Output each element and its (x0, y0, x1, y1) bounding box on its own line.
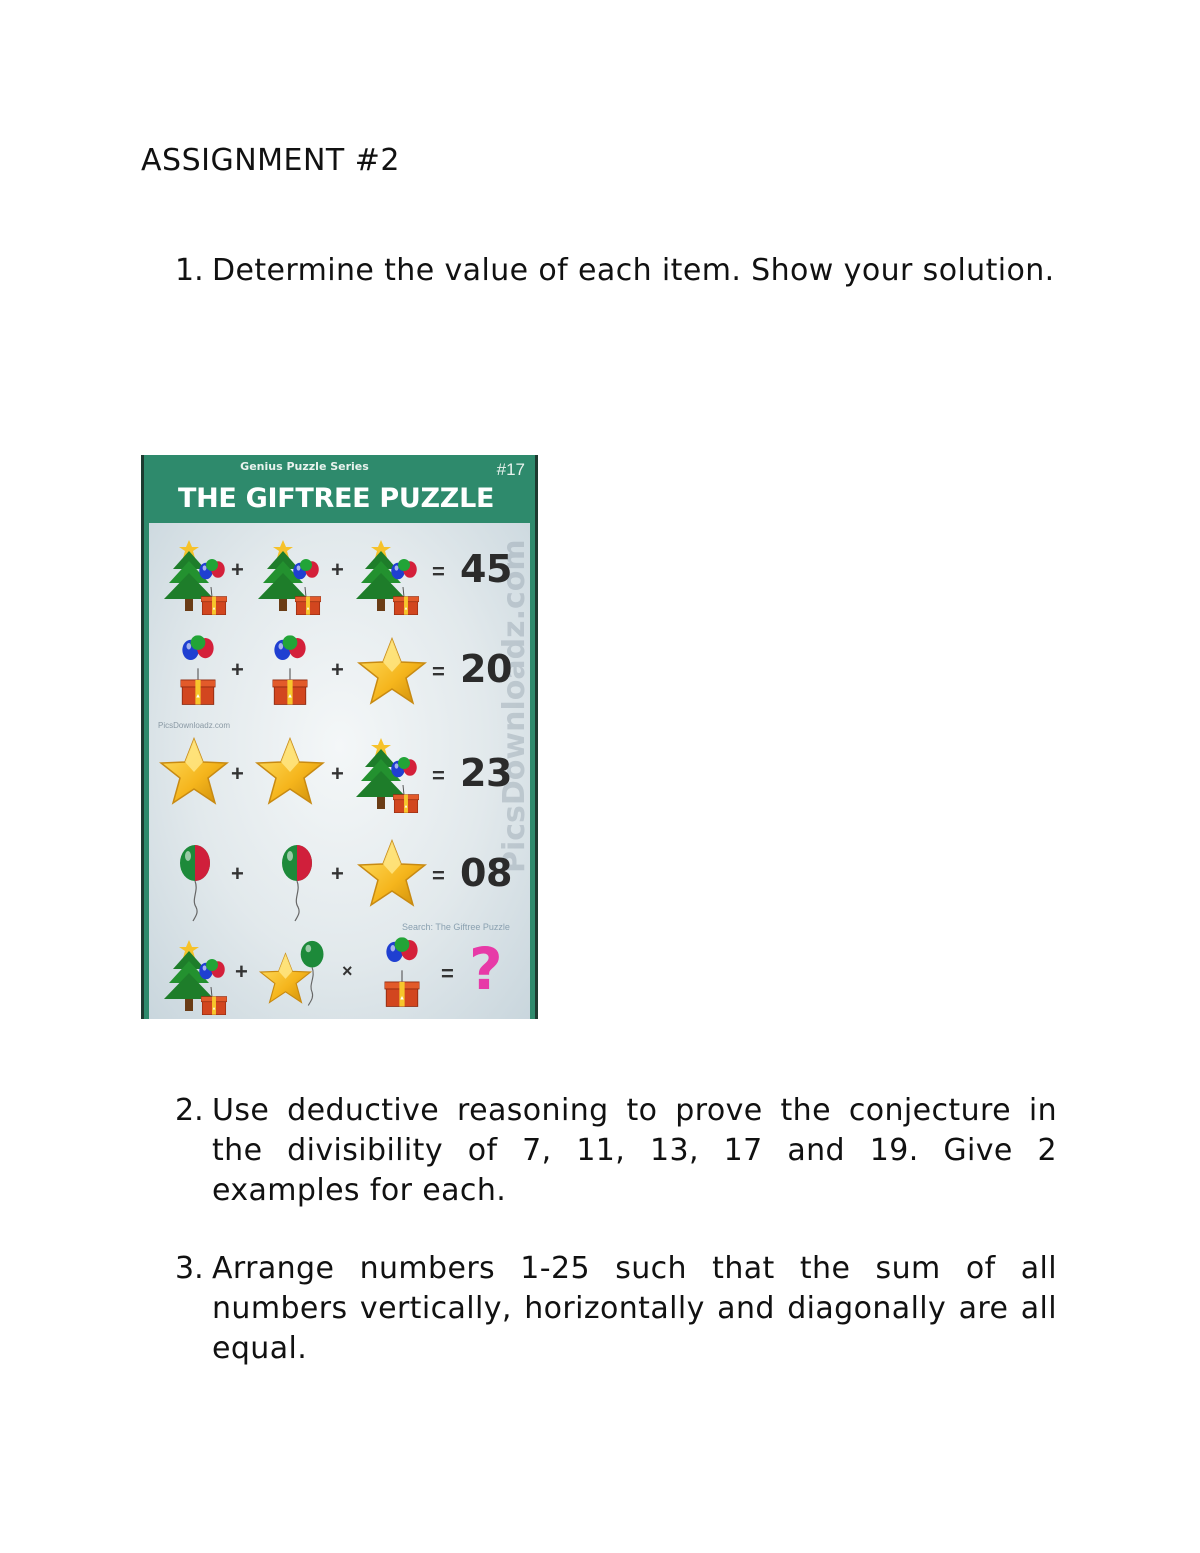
plus-sign: + (231, 657, 244, 682)
equals-sign: = (432, 863, 445, 888)
puzzle-title: THE GIFTREE PUZZLE (178, 483, 495, 514)
question-text: Use deductive reasoning to prove the conjecture in the divisibility of 7, 11, 13, 17 and 19. Give 2 examples for each. (212, 1093, 1057, 1208)
row-result: 45 (460, 547, 512, 591)
row-result: 20 (460, 647, 512, 691)
plus-sign: + (235, 959, 248, 984)
star-icon (357, 637, 427, 707)
star-icon (255, 737, 325, 807)
gift-tree-icon (351, 735, 431, 815)
question-text: Arrange numbers 1-25 such that the sum of all numbers vertically, horizontally and diagonally are all equal. (212, 1251, 1057, 1366)
giftree-puzzle-image (141, 455, 538, 1019)
search-note: Search: The Giftree Puzzle (402, 922, 510, 932)
balloon-icon (277, 843, 317, 923)
equals-sign: = (432, 559, 445, 584)
watermark-large: PicsDownloadz.com (497, 539, 532, 873)
question-2 (175, 1091, 1057, 1211)
plus-sign: + (231, 861, 244, 886)
plus-sign: + (231, 761, 244, 786)
watermark-small: PicsDownloadz.com (158, 721, 231, 730)
multiply-sign: × (342, 961, 353, 981)
plus-sign: + (231, 557, 244, 582)
equals-sign: = (432, 659, 445, 684)
gift-tree-icon (351, 537, 431, 617)
equals-sign: = (441, 961, 454, 986)
question-number: 2. (175, 1093, 204, 1128)
star-balloon-icon (257, 939, 333, 1015)
plus-sign: + (331, 761, 344, 786)
star-icon (159, 737, 229, 807)
question-mark: ? (469, 935, 503, 1003)
question-text: Determine the value of each item. Show your solution. (212, 253, 1055, 288)
assignment-heading: ASSIGNMENT #2 (141, 143, 401, 178)
puzzle-body (149, 523, 530, 1019)
gift-tree-icon (253, 537, 333, 617)
gift-tree-icon (159, 537, 239, 617)
balloon-icon (175, 843, 215, 923)
question-1 (175, 251, 1057, 291)
equation-row-5 (149, 933, 530, 1013)
star-icon (357, 839, 427, 909)
row-result: 08 (460, 851, 512, 895)
question-number: 1. (175, 253, 204, 288)
equation-row-4 (149, 835, 530, 915)
gift-box-icon (379, 937, 425, 1011)
plus-sign: + (331, 557, 344, 582)
puzzle-series: Genius Puzzle Series (240, 460, 369, 473)
row-result: 23 (460, 751, 512, 795)
gift-tree-icon (159, 937, 239, 1017)
question-3 (175, 1249, 1057, 1369)
gift-box-icon (175, 635, 221, 709)
equals-sign: = (432, 763, 445, 788)
equation-row-3 (149, 735, 530, 815)
plus-sign: + (331, 861, 344, 886)
equation-row-1 (149, 535, 530, 615)
puzzle-number: #17 (496, 460, 525, 479)
plus-sign: + (331, 657, 344, 682)
question-number: 3. (175, 1251, 204, 1286)
gift-box-icon (267, 635, 313, 709)
puzzle-header (144, 455, 535, 523)
equation-row-2 (149, 633, 530, 713)
